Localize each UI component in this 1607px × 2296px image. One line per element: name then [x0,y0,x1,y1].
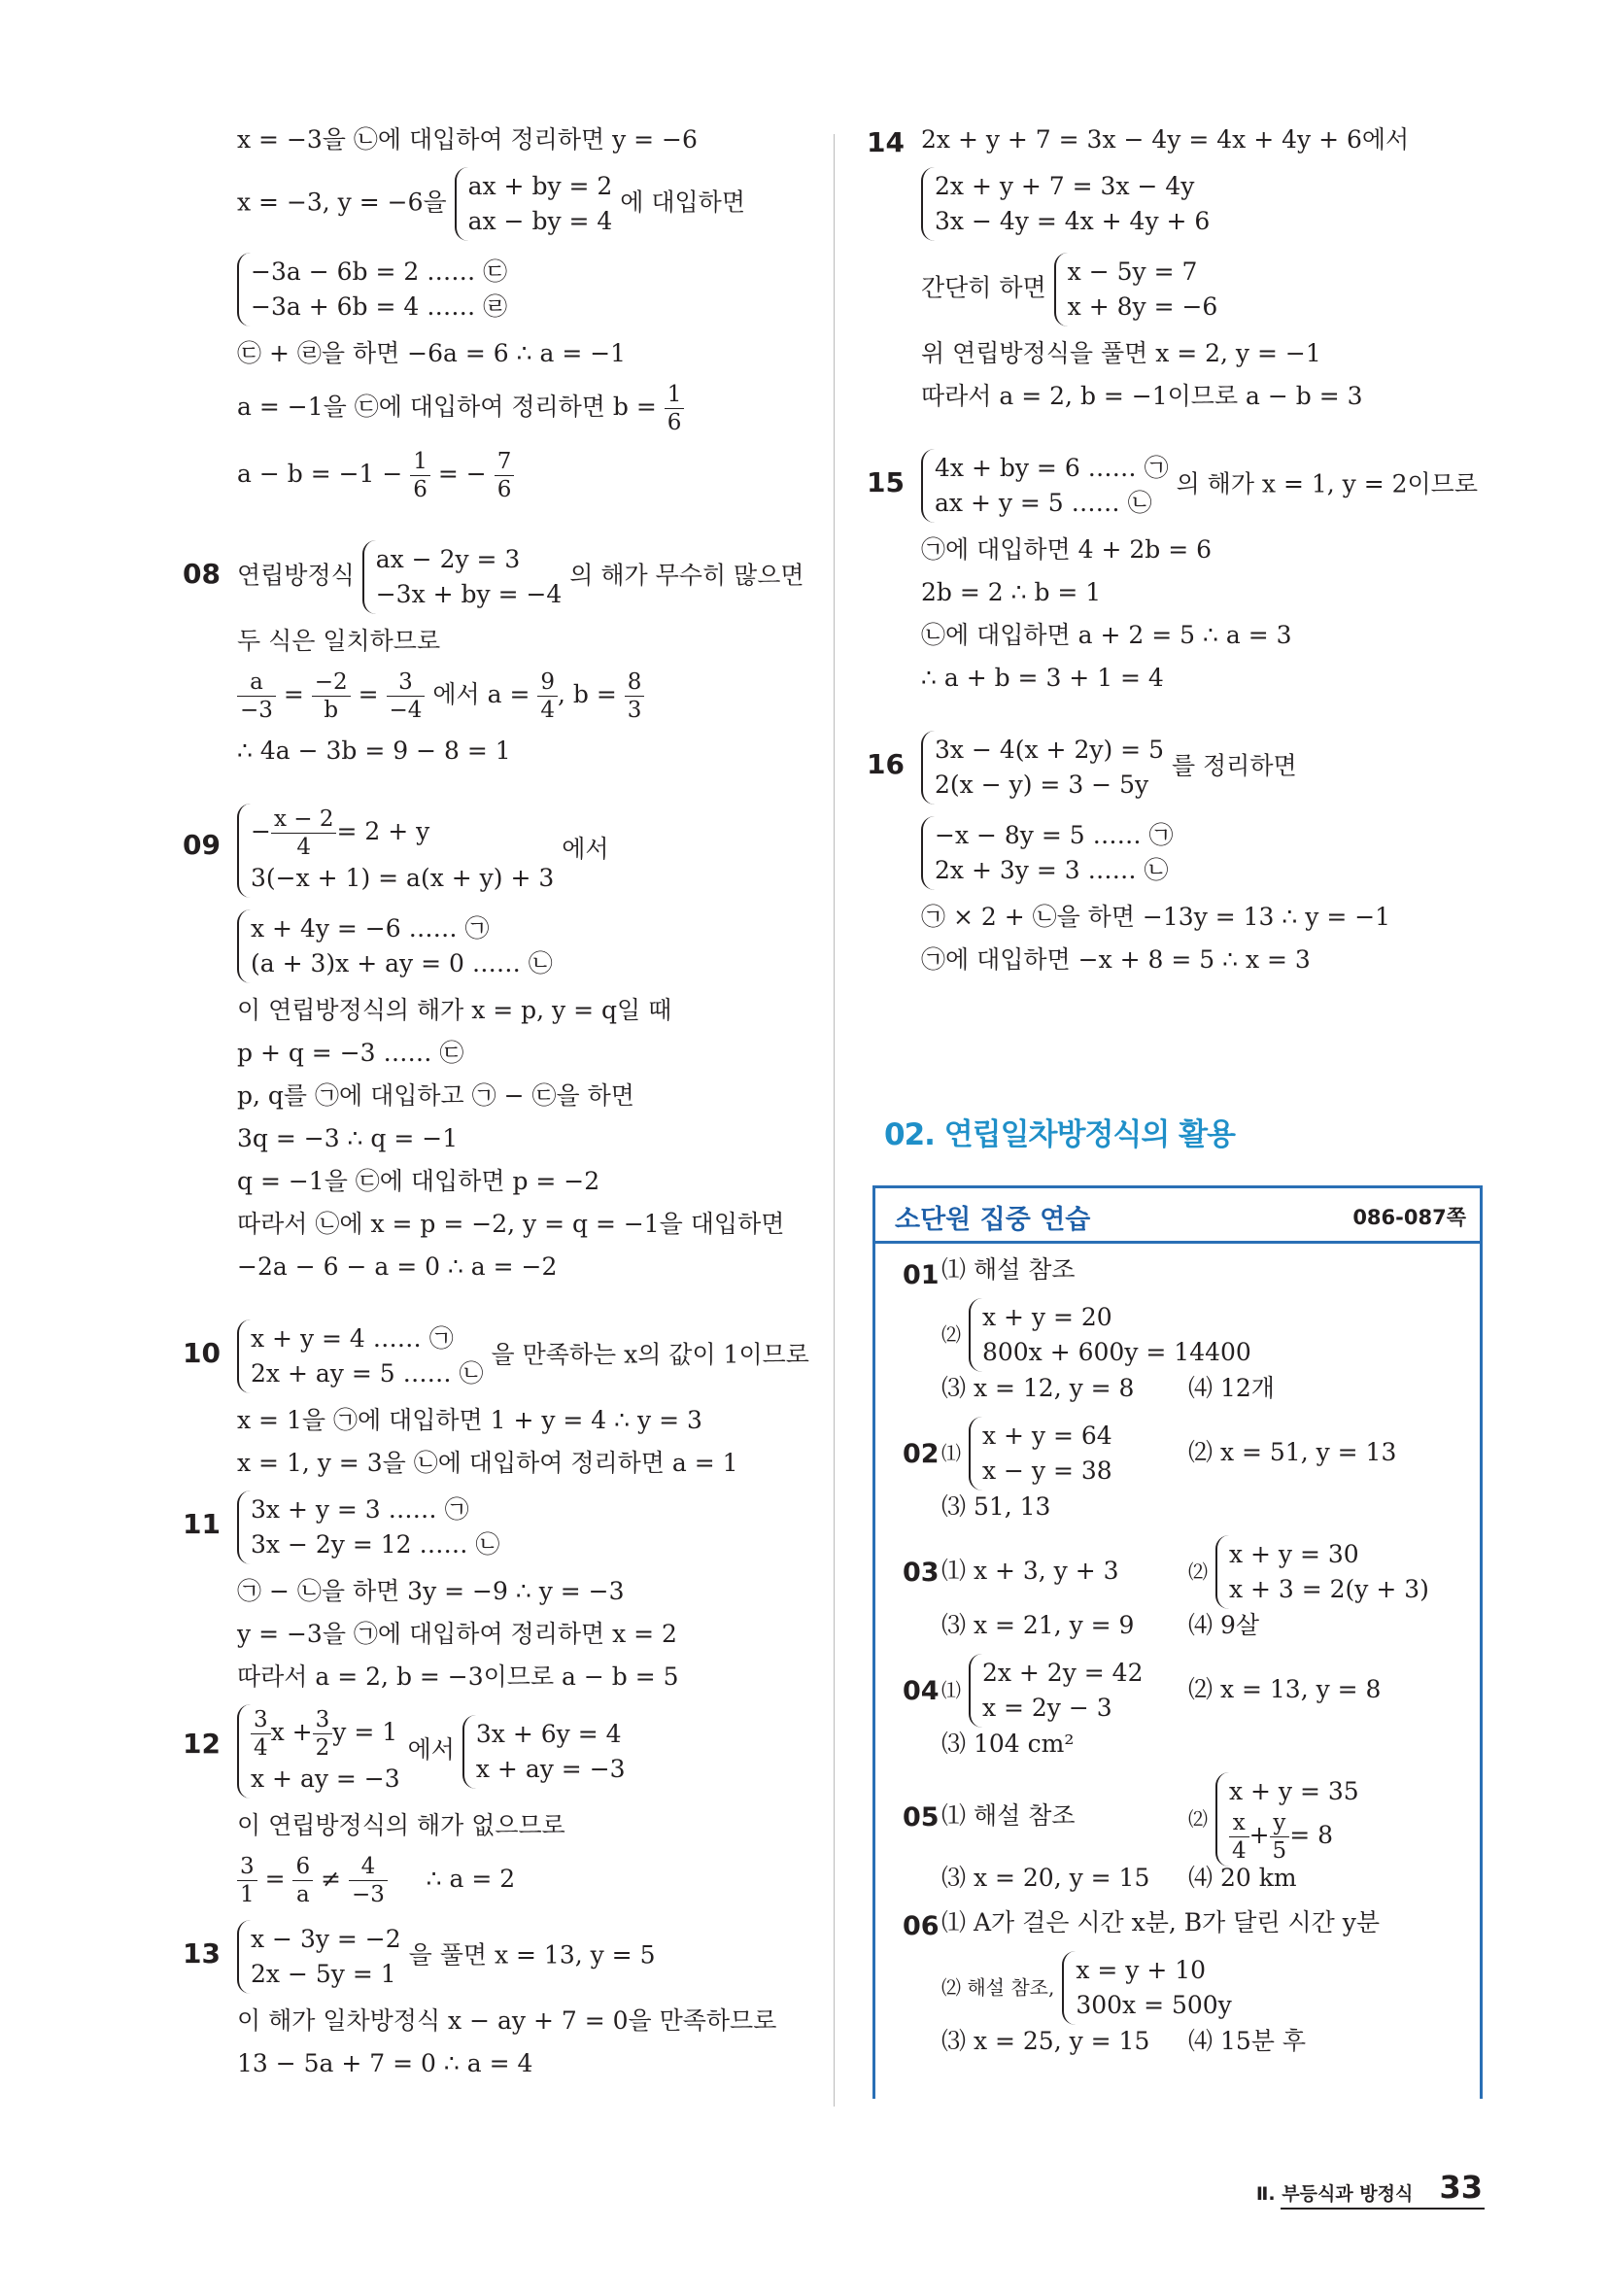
problem-14 [867,124,1496,412]
text-line: $\frac{a}{-3}$ = $\frac{-2}{b}$ = $\frac{3}{-4}$ 에서 a = $\frac{9}{4}$ , b = $\frac{8}{3}$ [237,668,803,724]
fraction: $\frac{6}{a}$ [292,1853,313,1908]
equation-system: 3x − 4(x + 2y) = 5 2(x − y) = 3 − 5y [921,731,1164,805]
text-line: 이 해가 일차방정식 x − ay + 7 = 0을 만족하므로 [237,2006,777,2035]
equation-system: − $\frac{x - 2}{4}$ = 2 + y 3(−x + 1) = a(x + y) + 3 [237,804,554,898]
text-line: − $\frac{x - 2}{4}$ = 2 + y 3(−x + 1) = a(x + y) + 3 에서 [237,804,803,898]
column-divider [834,134,835,2107]
equation-system: x + 4y = −6 …… ㉠ (a + 3)x + ay = 0 …… ㉡ [237,909,553,983]
footer-rule [1281,2208,1485,2210]
fraction: $\frac{3}{4}$ [251,1706,271,1762]
equation-system: x + y = 35 $\frac{x}{4}$ + $\frac{y}{5}$ = 8 [1215,1772,1359,1867]
text-line: 2x + y + 7 = 3x − 4y = 4x + 4y + 6에서 [921,125,1410,154]
equation-system: 4x + by = 6 …… ㉠ ax + y = 5 …… ㉡ [921,449,1169,523]
equation-system: 2x + 2y = 42 x = 2y − 3 [969,1654,1144,1728]
answer-06: 06 ⑴ A가 걸은 시간 x분, B가 달린 시간 y분 ⑵ 해설 참조, x = y + 10 300x = 500y ⑶ x = 25, y = 15 ⑷ 15분 후 [903,1908,1380,2055]
equation-system: ax − 2y = 3 −3x + by = −4 [362,540,563,614]
right-column [867,124,1496,987]
answer-number: 04 [903,1676,940,1706]
fraction: $\frac{3}{2}$ [313,1706,333,1762]
text-line: x = −3, y = −6을 ax + by = 2 ax − by = 4 에 대입하면 [237,167,803,241]
text-line: 13 − 5a + 7 = 0 ∴ a = 4 [237,2049,533,2077]
text-line: $\frac{3}{4}$ x + $\frac{3}{2}$ y = 1 x + ay = −3 에서 3x + 6y = 4 x + ay = −3 [237,1704,803,1799]
text-line: x + y = 4 …… ㉠ 2x + ay = 5 …… ㉡ 을 만족하는 x의 값이 1이므로 [237,1319,803,1393]
text-line: x = −3을 ㉡에 대입하여 정리하면 y = −6 [237,125,698,154]
answer-number: 01 [903,1260,940,1290]
problem-15 [867,449,1496,694]
text-line: y = −3을 ㉠에 대입하여 정리하면 x = 2 [237,1620,677,1648]
answer-01: 01 ⑴ 해설 참조 ⑵ x + y = 20 800x + 600y = 14400 ⑶ x = 12, y = 8 ⑷ 12개 [903,1255,1275,1402]
equation-system: x − 5y = 7 x + 8y = −6 [1054,253,1218,326]
section-title: 02. 연립일차방정식의 활용 [884,1117,1235,1152]
page-footer [1256,2169,1483,2206]
fraction: $\frac{x - 2}{4}$ [271,805,337,861]
text-line [237,253,803,326]
text-line: 따라서 a = 2, b = −3이므로 a − b = 5 [237,1662,679,1691]
problem-13 [183,1920,803,2079]
text-line: x − 3y = −2 2x − 5y = 1 을 풀면 x = 13, y = 5 [237,1920,803,1994]
fraction: $\frac{7}{6}$ [495,448,515,503]
fraction: $\frac{4}{-3}$ [349,1853,388,1908]
fraction: $\frac{x}{4}$ [1229,1809,1249,1865]
text-line: 따라서 a = 2, b = −1이므로 a − b = 3 [921,382,1363,410]
problem-number: 11 [183,1508,221,1540]
fraction: $\frac{a}{-3}$ [237,668,276,724]
equation-system: x + y = 20 800x + 600y = 14400 [969,1298,1251,1372]
problem-number: 08 [183,558,221,590]
text-line: 두 식은 일치하므로 [237,627,441,655]
text-line [237,909,803,983]
text-line: ㉡에 대입하면 a + 2 = 5 ∴ a = 3 [921,621,1292,649]
left-column [183,124,809,2091]
answer-box-title: 소단원 집중 연습 [895,1205,1091,1235]
fraction: $\frac{y}{5}$ [1270,1809,1290,1865]
problem-number: 13 [183,1937,221,1970]
text-line [921,167,1496,241]
text-line: $\frac{3}{1}$ = $\frac{6}{a}$ ≠ $\frac{4}{-3}$ ∴ a = 2 [237,1853,803,1908]
answer-number: 03 [903,1558,940,1588]
text-line: p, q를 ㉠에 대입하고 ㉠ − ㉢을 하면 [237,1081,634,1110]
equation-system: −3a − 6b = 2 …… ㉢ −3a + 6b = 4 …… ㉣ [237,253,507,326]
equation-system: $\frac{3}{4}$ x + $\frac{3}{2}$ y = 1 x + ay = −3 [237,1704,400,1799]
text-line: ㉠ − ㉡을 하면 3y = −9 ∴ y = −3 [237,1577,625,1605]
text-line: ∴ 4a − 3b = 9 − 8 = 1 [237,737,511,765]
answer-box-header [875,1188,1480,1244]
text-line: a − b = −1 − $\frac{1}{6}$ = − $\frac{7}{6}$ [237,448,803,503]
answer-05: 05 ⑴ 해설 참조 ⑵ x + y = 35 $\frac{x}{4}$ + $\frac{y}{5}$ = 8 ⑶ x = 20, y = 15 ⑷ 20 km [906,1772,1480,1906]
problem-number: 09 [183,829,221,861]
text-line: 3q = −3 ∴ q = −1 [237,1124,459,1152]
answer-box [872,1185,1483,2099]
text-line: x = 1을 ㉠에 대입하면 1 + y = 4 ∴ y = 3 [237,1406,702,1434]
text-line: 연립방정식 ax − 2y = 3 −3x + by = −4 의 해가 무수히 많으면 [237,540,803,614]
text-line: ∴ a + b = 3 + 1 = 4 [921,664,1164,692]
equation-system: 3x + y = 3 …… ㉠ 3x − 2y = 12 …… ㉡ [237,1491,499,1564]
problem-16 [867,731,1496,976]
fraction: $\frac{3}{-4}$ [387,668,426,724]
answer-04: 04 ⑴ 2x + 2y = 42 x = 2y − 3 ⑵ x = 13, y = 8 ⑶ 104 cm² [906,1654,1480,1772]
answer-number: 02 [903,1439,940,1469]
problem-number: 16 [867,748,905,780]
text-line: 간단히 하면 x − 5y = 7 x + 8y = −6 [921,253,1496,326]
text-line: q = −1을 ㉢에 대입하면 p = −2 [237,1167,600,1195]
fraction: $\frac{3}{1}$ [237,1853,257,1908]
equation-system: 3x + 6y = 4 x + ay = −3 [462,1715,626,1789]
equation-system: x + y = 4 …… ㉠ 2x + ay = 5 …… ㉡ [237,1319,484,1393]
text-line: 이 연립방정식의 해가 x = p, y = q일 때 [237,996,672,1024]
text-line: −2a − 6 − a = 0 ∴ a = −2 [237,1252,558,1281]
equation-system: ax + by = 2 ax − by = 4 [455,167,613,241]
text-line: 이 연립방정식의 해가 없으므로 [237,1811,565,1839]
fraction: $\frac{-2}{b}$ [312,668,351,724]
text-line: ㉠에 대입하면 4 + 2b = 6 [921,535,1213,564]
equation-system: 2x + y + 7 = 3x − 4y 3x − 4y = 4x + 4y + 6 [921,167,1210,241]
problem-10 [183,1319,809,1479]
problem-number: 10 [183,1337,221,1369]
text-line: 따라서 ㉡에 x = p = −2, y = q = −1을 대입하면 [237,1210,785,1238]
text-line: p + q = −3 …… ㉢ [237,1039,464,1067]
chapter-label: Ⅱ. 부등식과 방정식 [1255,2183,1414,2205]
equation-system: −x − 8y = 5 …… ㉠ 2x + 3y = 3 …… ㉡ [921,816,1174,890]
text-line: ㉢ + ㉣을 하면 −6a = 6 ∴ a = −1 [237,339,627,367]
problem-12 [183,1704,803,1908]
text-line [921,816,1496,890]
page-number: 33 [1439,2169,1483,2206]
fraction: $\frac{8}{3}$ [625,668,645,724]
text-line: ㉠에 대입하면 −x + 8 = 5 ∴ x = 3 [921,945,1311,974]
answer-03: 03 ⑴ x + 3, y + 3 ⑵ x + y = 30 x + 3 = 2(y + 3) ⑶ x = 21, y = 9 ⑷ 9살 [906,1535,1480,1654]
problem-number: 12 [183,1728,221,1760]
answer-number: 06 [903,1911,940,1941]
equation-system: x = y + 10 300x = 500y [1062,1951,1232,2025]
equation-system: x − 3y = −2 2x − 5y = 1 [237,1920,401,1994]
fraction: $\frac{1}{6}$ [665,381,685,436]
text-line: 3x − 4(x + 2y) = 5 2(x − y) = 3 − 5y 를 정리하면 [921,731,1496,805]
text-line: 4x + by = 6 …… ㉠ ax + y = 5 …… ㉡ 의 해가 x = 1, y = 2이므로 [921,449,1496,523]
text-line [237,1491,803,1564]
text-line: ㉠ × 2 + ㉡을 하면 −13y = 13 ∴ y = −1 [921,903,1391,931]
answer-number: 05 [903,1802,940,1833]
fraction: $\frac{9}{4}$ [537,668,558,724]
text-line: x = 1, y = 3을 ㉡에 대입하여 정리하면 a = 1 [237,1449,738,1477]
equation-system: x + y = 64 x − y = 38 [969,1417,1112,1491]
problem-09 [183,804,803,1283]
equation-system: x + y = 30 x + 3 = 2(y + 3) [1215,1535,1429,1609]
problem-number: 15 [867,466,905,498]
text-line: 2b = 2 ∴ b = 1 [921,578,1102,606]
problem-08 [183,540,804,767]
problem-number: 14 [867,126,905,158]
page-range: 086-087쪽 [1352,1206,1466,1229]
answer-02: 02 ⑴ x + y = 64 x − y = 38 ⑵ x = 51, y = 13 ⑶ 51, 13 [906,1417,1480,1535]
text-line: 위 연립방정식을 풀면 x = 2, y = −1 [921,339,1321,367]
text-line: a = −1을 ㉢에 대입하여 정리하면 b = $\frac{1}{6}$ [237,381,803,436]
problem-11 [183,1491,803,1693]
fraction: $\frac{1}{6}$ [410,448,430,503]
